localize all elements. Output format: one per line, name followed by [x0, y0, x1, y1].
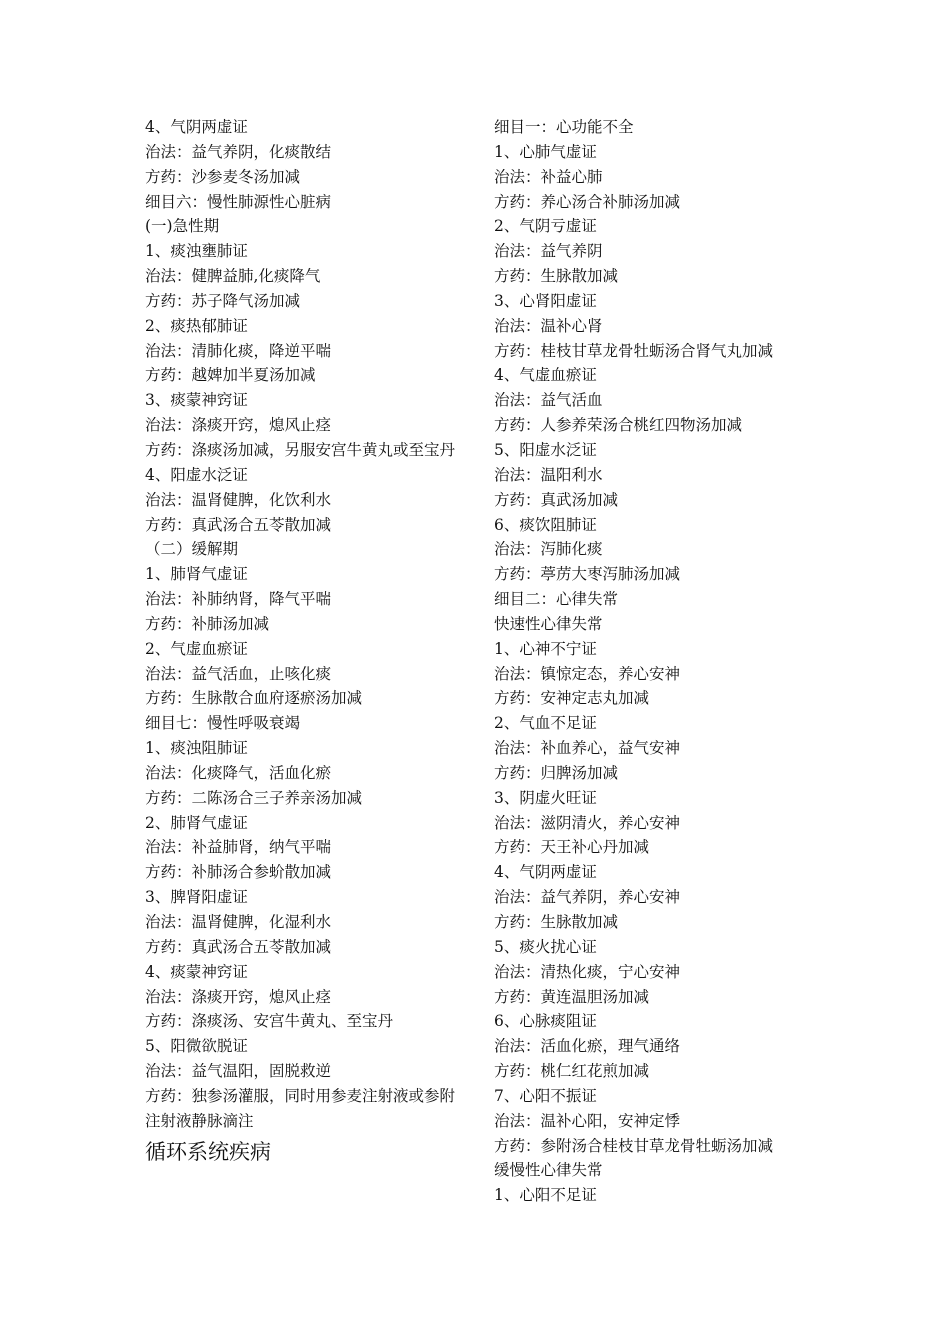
text-line: 方药：生脉散合血府逐瘀汤加减: [145, 689, 363, 708]
text-line: 方药：生脉散加减: [494, 913, 619, 931]
text-line: 细目二：心律失常: [494, 590, 619, 609]
text-line: 1、痰浊阻肺证: [145, 739, 248, 758]
text-line: 治法：益气养阴: [494, 242, 603, 261]
text-line: 方药：养心汤合补肺汤加减: [494, 192, 681, 211]
text-line: 治法：益气活血，止咳化痰: [145, 664, 332, 683]
text-line: 方药：归脾汤加减: [494, 763, 619, 782]
text-line: 1、心阳不足证: [494, 1186, 597, 1205]
text-line: 治法：补血养心，益气安神: [494, 739, 681, 758]
text-line: 7、心阳不振证: [494, 1086, 597, 1105]
text-line: 治法：涤痰开窍，熄风止痉: [145, 416, 332, 435]
text-line: (一)急性期: [145, 217, 220, 236]
text-line: 3、脾肾阳虚证: [145, 888, 248, 907]
text-line: 方药：独参汤灌服，同时用参麦注射液或参附注射液静脉滴注: [145, 1086, 456, 1130]
text-line: 细目七：慢性呼吸衰竭: [145, 714, 301, 733]
text-line: 治法：温肾健脾，化饮利水: [145, 490, 332, 509]
text-line: 治法：补肺纳肾，降气平喘: [145, 590, 332, 609]
text-line: 2、痰热郁肺证: [145, 316, 248, 335]
text-line: 方药：葶苈大枣泻肺汤加减: [494, 565, 681, 584]
text-line: 4、气阴两虚证: [494, 863, 597, 882]
text-line: 治法：温阳利水: [494, 465, 603, 484]
text-line: 方药：天王补心丹加减: [494, 838, 650, 857]
text-line: 4、痰蒙神窍证: [145, 962, 248, 981]
text-line: 方药：沙参麦冬汤加减: [145, 167, 301, 186]
text-line: 治法：益气活血: [494, 391, 603, 410]
text-line: 方药：真武汤合五苓散加减: [145, 515, 332, 534]
text-line: 治法：益气养阴，养心安神: [494, 888, 681, 907]
left-column: [145, 115, 465, 1166]
right-column: [494, 115, 814, 1208]
text-line: 1、肺肾气虚证: [145, 565, 248, 584]
text-line: 方药：补肺汤加减: [145, 614, 270, 633]
text-line: 治法：补益肺肾，纳气平喘: [145, 838, 332, 857]
text-line: 方药：参附汤合桂枝甘草龙骨牡蛎汤加减: [494, 1136, 774, 1155]
text-line: 3、痰蒙神窍证: [145, 391, 248, 410]
text-line: 治法：健脾益肺,化痰降气: [145, 267, 321, 286]
text-line: 3、阴虚火旺证: [494, 788, 597, 807]
text-line: 治法：活血化瘀，理气通络: [494, 1037, 681, 1056]
text-line: 4、气阴两虚证: [145, 118, 248, 136]
text-line: 方药：人参养荣汤合桃红四物汤加减: [494, 416, 743, 435]
text-line: 治法：益气养阴，化痰散结: [145, 142, 332, 161]
text-line: 治法：温补心阳，安神定悸: [494, 1111, 681, 1130]
text-line: 方药：二陈汤合三子养亲汤加减: [145, 788, 363, 807]
text-line: 6、痰饮阻肺证: [494, 515, 597, 534]
text-line: 治法：温补心肾: [494, 316, 603, 335]
text-line: 1、痰浊壅肺证: [145, 242, 248, 261]
text-line: 2、气虚血瘀证: [145, 639, 248, 658]
text-line: 6、心脉痰阻证: [494, 1012, 597, 1031]
text-line: 方药：桂枝甘草龙骨牡蛎汤合肾气丸加减: [494, 341, 774, 360]
text-line: 治法：清肺化痰，降逆平喘: [145, 341, 332, 360]
text-line: 5、阳微欲脱证: [145, 1037, 248, 1056]
text-line: 治法：温肾健脾，化湿利水: [145, 913, 332, 931]
text-line: 2、气血不足证: [494, 714, 597, 733]
text-line: 方药：黄连温胆汤加减: [494, 987, 650, 1006]
text-line: 方药：真武汤合五苓散加减: [145, 937, 332, 956]
text-line: 治法：涤痰开窍，熄风止痉: [145, 987, 332, 1006]
text-line: 1、心肺气虚证: [494, 142, 597, 161]
text-line: 治法：泻肺化痰: [494, 540, 603, 559]
text-line: 5、阳虚水泛证: [494, 440, 597, 459]
text-line: 方药：生脉散加减: [494, 267, 619, 286]
text-line: 方药：越婢加半夏汤加减: [145, 366, 316, 385]
text-line: 缓慢性心律失常: [494, 1161, 603, 1180]
text-line: 2、肺肾气虚证: [145, 813, 248, 832]
text-line: 治法：镇惊定态，养心安神: [494, 664, 681, 683]
text-line: 治法：益气温阳，固脱救逆: [145, 1062, 332, 1081]
text-line: 4、阳虚水泛证: [145, 465, 248, 484]
text-line: 1、心神不宁证: [494, 639, 597, 658]
text-line: 方药：补肺汤合参蚧散加减: [145, 863, 332, 882]
section-heading: 循环系统疾病: [145, 1139, 271, 1164]
text-line: 治法：化痰降气，活血化瘀: [145, 763, 332, 782]
text-line: 细目六：慢性肺源性心脏病: [145, 192, 332, 211]
text-line: 治法：清热化痰，宁心安神: [494, 962, 681, 981]
text-line: 治法：滋阴清火，养心安神: [494, 813, 681, 832]
text-line: 治法：补益心肺: [494, 167, 603, 186]
text-line: 细目一：心功能不全: [494, 118, 634, 136]
text-line: 5、痰火扰心证: [494, 937, 597, 956]
text-line: 方药：桃仁红花煎加减: [494, 1062, 650, 1081]
text-line: （二）缓解期: [145, 540, 239, 559]
text-line: 快速性心律失常: [494, 614, 603, 633]
text-line: 2、气阴亏虚证: [494, 217, 597, 236]
text-line: 方药：安神定志丸加减: [494, 689, 650, 708]
text-line: 4、气虚血瘀证: [494, 366, 597, 385]
text-line: 方药：真武汤加减: [494, 490, 619, 509]
text-line: 方药：涤痰汤加减，另服安宫牛黄丸或至宝丹: [145, 440, 456, 459]
text-line: 3、心肾阳虚证: [494, 291, 597, 310]
text-line: 方药：苏子降气汤加减: [145, 291, 301, 310]
text-line: 方药：涤痰汤、安宫牛黄丸、至宝丹: [145, 1012, 394, 1031]
